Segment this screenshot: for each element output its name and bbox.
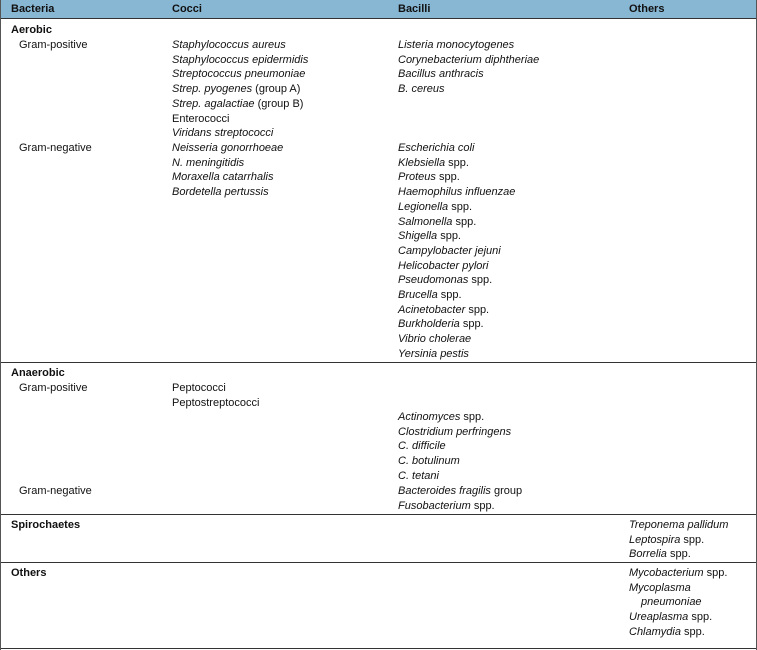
- organism-entry: [172, 53, 308, 68]
- organism-entry: [629, 547, 728, 562]
- organism-name: Leptospira: [629, 533, 681, 546]
- organism-name: Actinomyces: [398, 411, 461, 423]
- organism-name: Proteus: [398, 171, 436, 184]
- organism-entry: [398, 425, 511, 440]
- organism-entry: [172, 396, 259, 411]
- organism-entry: [398, 170, 515, 185]
- list-aerobic-gp-cocci: [172, 38, 308, 141]
- organism-name: Burkholderia: [398, 318, 460, 331]
- organism-entry: [629, 533, 728, 548]
- organism-entry: [398, 67, 539, 82]
- organism-name: Staphylococcus aureus: [172, 39, 286, 51]
- organism-entry: [629, 518, 728, 533]
- organism-name: Pseudomonas: [398, 274, 469, 287]
- organism-qualifier: spp.: [448, 200, 473, 213]
- organism-entry: [398, 347, 515, 362]
- organism-entry: [172, 38, 308, 53]
- header-bacteria: Bacteria: [11, 3, 55, 15]
- organism-entry: [172, 67, 308, 82]
- organism-name: Campylobacter jejuni: [398, 244, 501, 257]
- organism-qualifier: spp.: [437, 230, 461, 243]
- organism-name: Klebsiella: [398, 156, 446, 169]
- list-aerobic-gp-bacilli: [398, 38, 539, 97]
- organism-qualifier: spp.: [666, 548, 691, 561]
- row-label-anaerobic-gram-positive: Gram-positive: [19, 382, 88, 394]
- organism-name: Listeria monocytogenes: [398, 39, 515, 51]
- organism-qualifier: spp.: [460, 411, 485, 423]
- organism-name: Chlamydia: [629, 625, 681, 638]
- organism-entry: [398, 332, 515, 347]
- organism-entry: [398, 454, 511, 469]
- organism-entry: [172, 170, 283, 185]
- organism-name: C. tetani: [398, 469, 439, 482]
- organism-name: Salmonella: [398, 215, 453, 228]
- organism-entry: [629, 595, 727, 610]
- organism-entry: [398, 141, 515, 156]
- organism-name: Corynebacterium diphtheriae: [398, 53, 540, 66]
- organism-name: Streptococcus pneumoniae: [172, 68, 306, 81]
- organism-qualifier: Enterococci: [172, 112, 230, 125]
- list-aerobic-gn-bacilli: [398, 141, 515, 362]
- list-aerobic-gn-cocci: [172, 141, 283, 200]
- section-label-others: Others: [11, 567, 47, 579]
- organism-name: Mycoplasma: [629, 581, 691, 594]
- organism-qualifier: spp.: [703, 567, 728, 579]
- organism-entry: [398, 244, 515, 259]
- organism-name: Haemophilus influenzae: [398, 186, 516, 199]
- organism-entry: [172, 82, 308, 97]
- organism-entry: [398, 185, 515, 200]
- organism-name: Bacillus anthracis: [398, 68, 484, 81]
- organism-entry: [398, 439, 511, 454]
- header-rule: [0, 18, 757, 19]
- list-others-others: [629, 566, 727, 640]
- organism-name: Strep. pyogenes: [172, 83, 253, 96]
- organism-qualifier: Peptostreptococci: [172, 396, 260, 409]
- organism-entry: [172, 97, 308, 112]
- organism-name: Shigella: [398, 230, 438, 243]
- organism-name: pneumoniae: [641, 596, 702, 609]
- organism-name: N. meningitidis: [172, 156, 245, 169]
- organism-entry: [172, 126, 308, 141]
- organism-name: C. botulinum: [398, 455, 460, 468]
- organism-name: Viridans streptococci: [172, 127, 274, 140]
- organism-qualifier: spp.: [680, 533, 705, 546]
- organism-entry: [629, 610, 727, 625]
- organism-qualifier: spp.: [459, 318, 484, 331]
- organism-entry: [398, 259, 515, 274]
- organism-name: Helicobacter pylori: [398, 259, 489, 272]
- header-others: Others: [629, 3, 665, 15]
- organism-entry: [398, 484, 522, 499]
- section-label-aerobic: Aerobic: [11, 24, 52, 36]
- organism-name: Treponema pallidum: [629, 519, 729, 531]
- organism-name: Staphylococcus epidermidis: [172, 53, 309, 66]
- section-divider-anaerobic: [0, 514, 757, 515]
- organism-entry: [398, 469, 511, 484]
- organism-entry: [398, 200, 515, 215]
- organism-qualifier: spp.: [452, 215, 477, 228]
- header-cocci: Cocci: [172, 3, 202, 15]
- organism-qualifier: spp.: [468, 274, 493, 287]
- organism-name: Neisseria gonorrhoeae: [172, 142, 284, 154]
- organism-name: Clostridium perfringens: [398, 425, 512, 438]
- organism-entry: [172, 381, 259, 396]
- table-left-border: [0, 0, 1, 650]
- organism-entry: [629, 625, 727, 640]
- list-anaerobic-gp-cocci: [172, 381, 259, 410]
- organism-qualifier: spp.: [688, 611, 713, 624]
- table-bottom-rule: [0, 648, 757, 649]
- organism-qualifier: spp.: [445, 156, 469, 169]
- organism-entry: [398, 317, 515, 332]
- organism-name: Acinetobacter: [398, 303, 466, 316]
- section-divider-aerobic: [0, 362, 757, 363]
- organism-qualifier: spp.: [437, 289, 462, 302]
- organism-name: C. difficile: [398, 440, 446, 453]
- organism-entry: [172, 112, 308, 127]
- organism-entry: [172, 141, 283, 156]
- section-label-spirochaetes: Spirochaetes: [11, 519, 81, 531]
- organism-name: Mycobacterium: [629, 567, 704, 579]
- organism-name: Moraxella catarrhalis: [172, 171, 274, 184]
- organism-qualifier: spp.: [680, 625, 705, 638]
- list-anaerobic-gn-bacilli: [398, 484, 522, 513]
- organism-name: Ureaplasma: [629, 611, 689, 624]
- organism-name: Borrelia: [629, 548, 667, 561]
- organism-name: Strep. agalactiae: [172, 97, 255, 110]
- row-label-aerobic-gram-negative: Gram-negative: [19, 142, 92, 154]
- header-bacilli: Bacilli: [398, 3, 431, 15]
- organism-name: Bordetella pertussis: [172, 186, 269, 199]
- organism-entry: [398, 229, 515, 244]
- organism-entry: [398, 499, 522, 514]
- organism-qualifier: (group B): [254, 97, 304, 110]
- organism-entry: [629, 566, 727, 581]
- organism-name: Fusobacterium: [398, 499, 471, 512]
- organism-entry: [172, 185, 283, 200]
- organism-name: Escherichia coli: [398, 142, 475, 154]
- organism-qualifier: spp.: [470, 499, 495, 512]
- organism-qualifier: spp.: [435, 171, 460, 184]
- organism-entry: [172, 156, 283, 171]
- organism-entry: [398, 410, 511, 425]
- section-label-anaerobic: Anaerobic: [11, 367, 65, 379]
- organism-qualifier: Peptococci: [172, 382, 226, 394]
- organism-entry: [398, 38, 539, 53]
- organism-qualifier: (group A): [252, 83, 301, 96]
- organism-entry: [398, 303, 515, 318]
- organism-name: Brucella: [398, 289, 438, 302]
- organism-name: Vibrio cholerae: [398, 333, 472, 346]
- row-label-anaerobic-gram-negative: Gram-negative: [19, 485, 92, 497]
- organism-name: B. cereus: [398, 83, 445, 96]
- organism-qualifier: spp.: [465, 303, 490, 316]
- organism-entry: [398, 156, 515, 171]
- organism-entry: [398, 273, 515, 288]
- organism-entry: [629, 581, 727, 596]
- list-anaerobic-gp-bacilli: [398, 410, 511, 484]
- organism-entry: [398, 215, 515, 230]
- list-spirochaetes-others: [629, 518, 728, 562]
- organism-entry: [398, 53, 539, 68]
- row-label-aerobic-gram-positive: Gram-positive: [19, 39, 88, 51]
- organism-entry: [398, 82, 539, 97]
- organism-name: Yersinia pestis: [398, 347, 469, 360]
- table-header-row: [0, 0, 757, 18]
- organism-entry: [398, 288, 515, 303]
- section-divider-spirochaetes: [0, 562, 757, 563]
- organism-name: Legionella: [398, 200, 449, 213]
- organism-qualifier: group: [490, 485, 523, 497]
- organism-name: Bacteroides fragilis: [398, 485, 491, 497]
